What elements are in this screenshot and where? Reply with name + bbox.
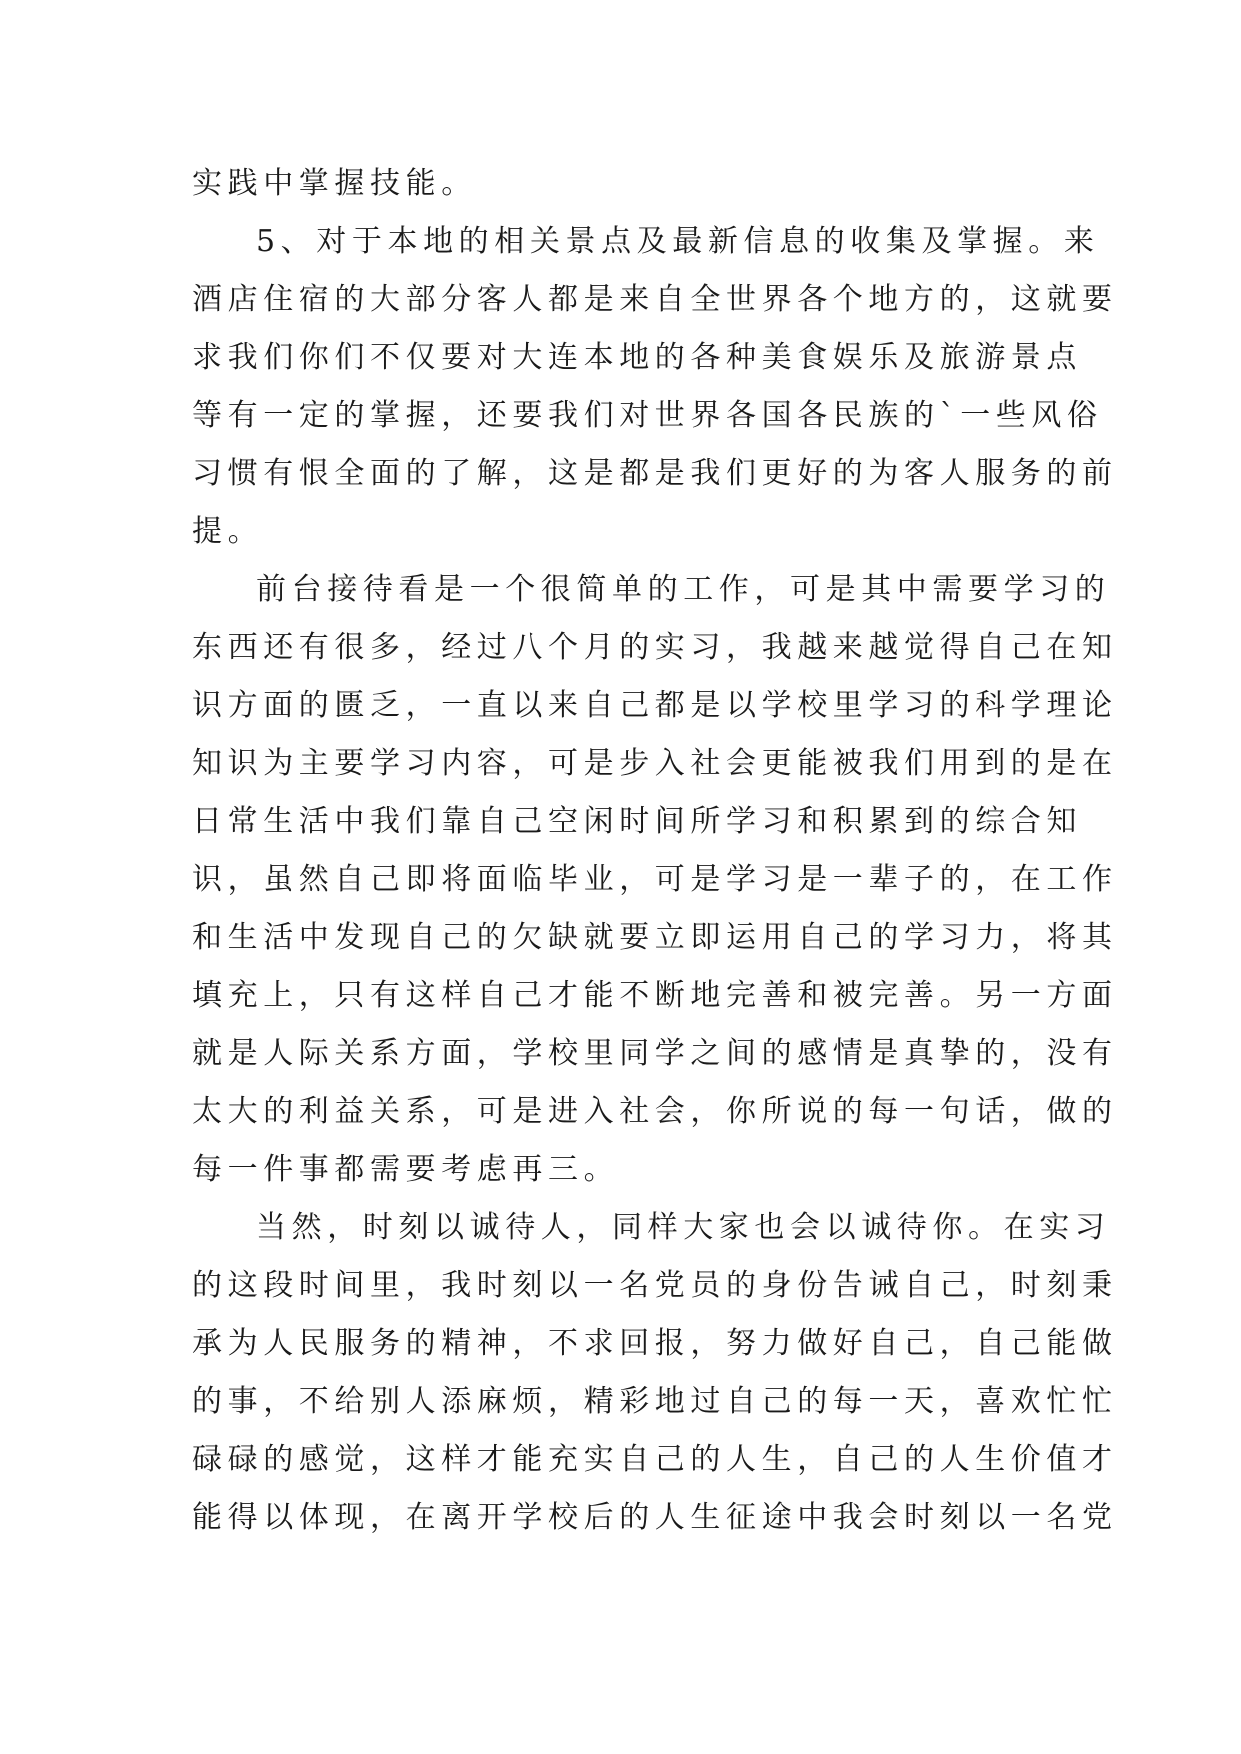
text-line: 东西还有很多，经过八个月的实习，我越来越觉得自己在知 (192, 630, 1118, 665)
text-line: 的这段时间里，我时刻以一名党员的身份告诫自己，时刻秉 (192, 1268, 1118, 1303)
text-line: 太大的利益关系，可是进入社会，你所说的每一句话，做的 (192, 1094, 1118, 1129)
text-line: 就是人际关系方面，学校里同学之间的感情是真挚的，没有 (192, 1036, 1118, 1071)
text-line: 求我们你们不仅要对大连本地的各种美食娱乐及旅游景点 (192, 340, 1082, 375)
text-line: 碌碌的感觉，这样才能充实自己的人生，自己的人生价值才 (192, 1442, 1118, 1477)
text-line: 提。 (192, 514, 264, 549)
text-line: 和生活中发现自己的欠缺就要立即运用自己的学习力，将其 (192, 920, 1118, 955)
text-line: 识，虽然自己即将面临毕业，可是学习是一辈子的，在工作 (192, 862, 1118, 897)
body-text (192, 155, 1118, 1547)
text-line: 实践中掌握技能。 (192, 166, 477, 201)
text-line: 知识为主要学习内容，可是步入社会更能被我们用到的是在 (192, 746, 1118, 781)
text-line: 每一件事都需要考虑再三。 (192, 1152, 620, 1187)
text-line: 的事，不给别人添麻烦，精彩地过自己的每一天，喜欢忙忙 (192, 1384, 1118, 1419)
text-line: 等有一定的掌握，还要我们对世界各国各民族的`一些风俗 (192, 398, 1103, 433)
text-line: 习惯有恨全面的了解，这是都是我们更好的为客人服务的前 (192, 456, 1118, 491)
text-line: 5、对于本地的相关景点及最新信息的收集及掌握。来 (256, 224, 1100, 259)
text-line: 填充上，只有这样自己才能不断地完善和被完善。另一方面 (192, 978, 1118, 1013)
text-line: 识方面的匮乏，一直以来自己都是以学校里学习的科学理论 (192, 688, 1118, 723)
text-line: 日常生活中我们靠自己空闲时间所学习和积累到的综合知 (192, 804, 1082, 839)
text-line: 前台接待看是一个很简单的工作，可是其中需要学习的 (256, 572, 1111, 607)
text-line: 当然，时刻以诚待人，同样大家也会以诚待你。在实习 (256, 1210, 1111, 1245)
text-line: 承为人民服务的精神，不求回报，努力做好自己，自己能做 (192, 1326, 1118, 1361)
text-line: 酒店住宿的大部分客人都是来自全世界各个地方的，这就要 (192, 282, 1118, 317)
text-line: 能得以体现，在离开学校后的人生征途中我会时刻以一名党 (192, 1500, 1118, 1535)
